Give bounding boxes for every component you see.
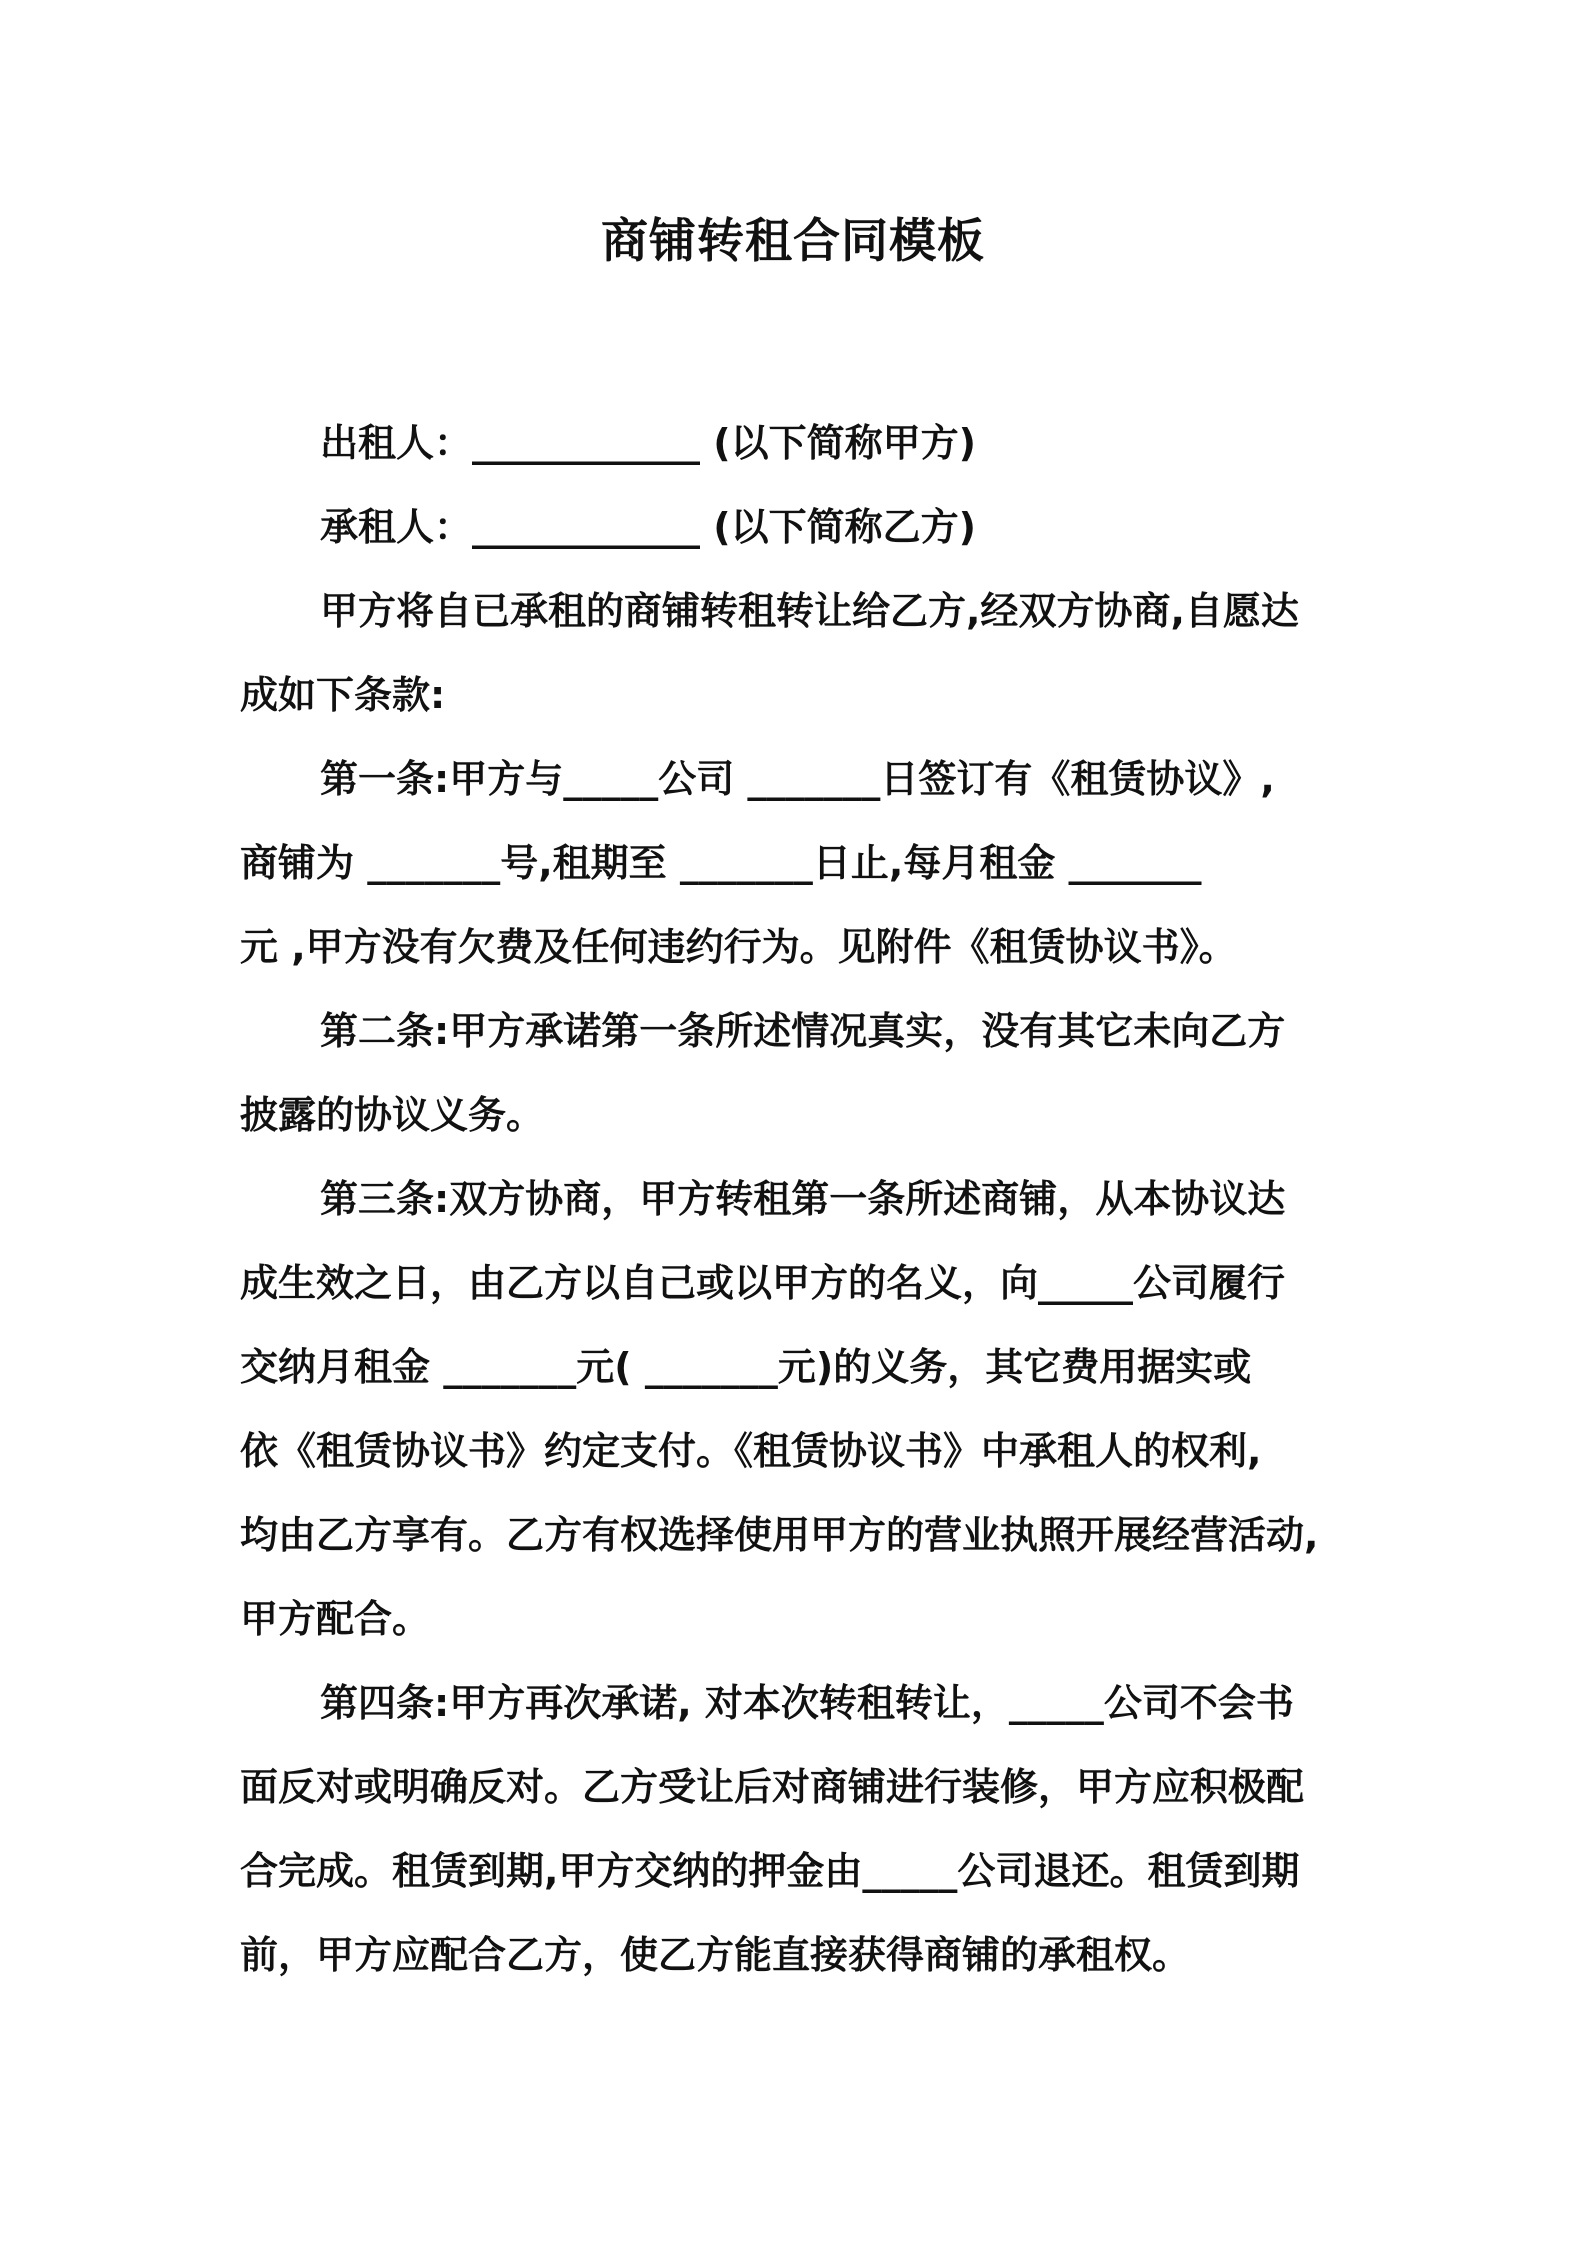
document-title: 商铺转租合同模板 xyxy=(601,214,985,269)
document-body xyxy=(240,401,1360,1997)
article-3-line-6: 甲方配合。 xyxy=(240,1597,431,1641)
article-3-line-1: 第三条:双方协商，甲方转租第一条所述商铺，从本协议达 xyxy=(320,1177,1286,1221)
article-1-line-3: 元 ,甲方没有欠费及任何违约行为。见附件《租赁协议书》。 xyxy=(240,925,1237,969)
article-4-line-4: 前，甲方应配合乙方，使乙方能直接获得商铺的承租权。 xyxy=(240,1933,1191,1977)
article-3-line-3: 交纳月租金 _______元( _______元)的义务，其它费用据实或 xyxy=(240,1345,1252,1389)
article-2-line-2: 披露的协议义务。 xyxy=(240,1093,545,1137)
article-4-line-3: 合完成。租赁到期,甲方交纳的押金由_____公司退还。租赁到期 xyxy=(240,1849,1300,1893)
intro-line-1: 甲方将自已承租的商铺转租转让给乙方,经双方协商,自愿达 xyxy=(320,589,1299,633)
article-2-line-1: 第二条:甲方承诺第一条所述情况真实，没有其它未向乙方 xyxy=(320,1009,1286,1053)
article-4-line-2: 面反对或明确反对。乙方受让后对商铺进行装修，甲方应积极配 xyxy=(240,1765,1305,1809)
intro-line-2: 成如下条款: xyxy=(240,673,446,717)
article-1-line-2: 商铺为 _______号,租期至 _______日止,每月租金 _______ xyxy=(240,841,1202,885)
article-4-line-1: 第四条:甲方再次承诺, 对本次转租转让，_____公司不会书 xyxy=(320,1681,1294,1725)
article-3-line-2: 成生效之日，由乙方以自己或以甲方的名义，向_____公司履行 xyxy=(240,1261,1286,1305)
article-1-line-1: 第一条:甲方与_____公司 _______日签订有《租赁协议》, xyxy=(320,757,1275,801)
lessor-line: 出租人：____________ (以下简称甲方) xyxy=(320,421,976,465)
article-3-line-4: 依《租赁协议书》约定支付。《租赁协议书》中承租人的权利, xyxy=(240,1429,1262,1473)
article-3-line-5: 均由乙方享有。乙方有权选择使用甲方的营业执照开展经营活动, xyxy=(240,1513,1319,1557)
lessee-line: 承租人：____________ (以下简称乙方) xyxy=(320,505,976,549)
